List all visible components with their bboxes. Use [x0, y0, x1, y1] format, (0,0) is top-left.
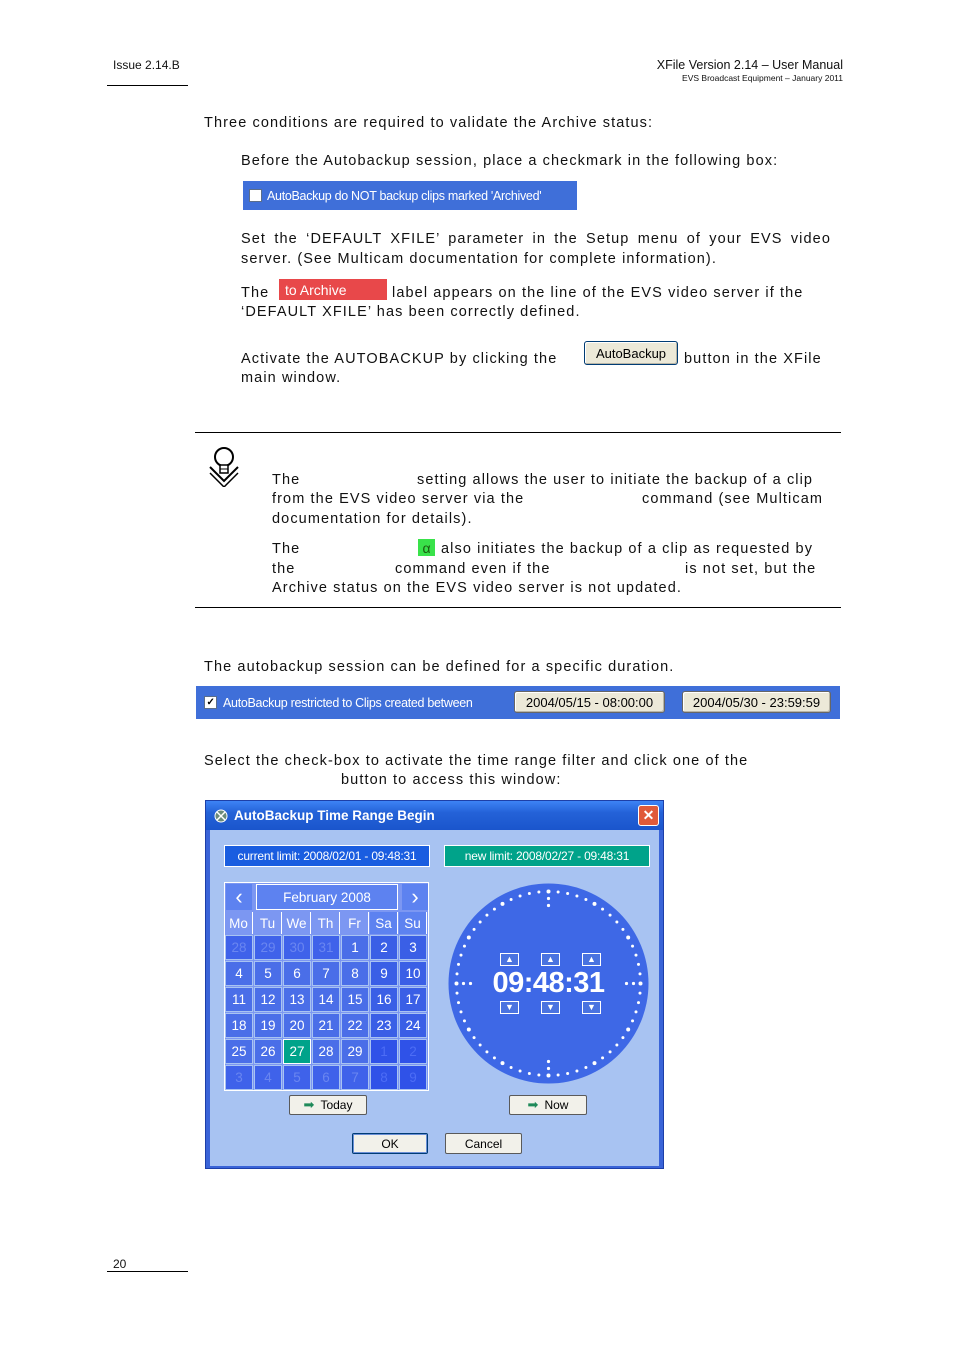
clock-tick [626, 1028, 630, 1032]
weekday-header: Mo [225, 912, 253, 934]
clock-tick [510, 898, 513, 901]
clock-tick [519, 895, 522, 898]
clock-tick [528, 1072, 531, 1075]
clock-tick [634, 954, 637, 957]
clock-tick [479, 1044, 482, 1047]
clock-tick [528, 892, 531, 895]
calendar-day[interactable]: 7 [312, 961, 340, 986]
note-p1-line3: documentation for details). [272, 511, 473, 527]
clock-tick [593, 902, 597, 906]
minute-up-button[interactable]: ▲ [541, 953, 560, 966]
calendar-day[interactable]: 4 [225, 961, 253, 986]
clock-tick [634, 1010, 637, 1013]
dialog-title: AutoBackup Time Range Begin [234, 808, 435, 823]
time-range-label: AutoBackup restricted to Clips created between [223, 695, 473, 710]
clock-tick [575, 1069, 578, 1072]
now-label: Now [544, 1098, 569, 1112]
calendar-day[interactable]: 3 [399, 935, 427, 960]
clock-tick [615, 920, 618, 923]
calendar-day[interactable]: 2 [370, 935, 398, 960]
arrow-right-icon: ➡ [527, 1097, 539, 1112]
time-display: 09:48:31 [492, 967, 605, 999]
clock-tick [463, 1019, 466, 1022]
step-3-post-line2: ‘DEFAULT XFILE’ has been correctly defined. [241, 304, 581, 320]
clock-tick [547, 897, 550, 900]
clock-tick [557, 891, 560, 894]
time-range-dialog [205, 800, 664, 1169]
calendar-day[interactable]: 15 [341, 987, 369, 1012]
no-backup-archived-bar [243, 181, 577, 210]
step-2-text: Set the ‘DEFAULT XFILE’ parameter in the Setup menu of your EVS video server. (See Multicam documentation for complete information). [241, 231, 831, 267]
calendar-day[interactable]: 25 [225, 1039, 253, 1064]
calendar-day[interactable]: 28 [225, 935, 253, 960]
current-limit-field: current limit: 2008/02/01 - 09:48:31 [224, 845, 430, 867]
to-archive-label: to Archive [279, 279, 387, 300]
calendar-day[interactable]: 29 [341, 1039, 369, 1064]
hour-down-button[interactable]: ▼ [500, 1001, 519, 1014]
duration-text: The autobackup session can be defined for a specific duration. [204, 659, 675, 675]
clock-tick [626, 936, 630, 940]
calendar-day[interactable]: 5 [283, 1065, 311, 1090]
select-text-line1: Select the check-box to activate the time range filter and click one of the [204, 753, 749, 769]
calendar-day[interactable]: 19 [254, 1013, 282, 1038]
clock-tick [566, 892, 569, 895]
weekday-header: Th [312, 912, 340, 934]
calendar-day[interactable]: 11 [225, 987, 253, 1012]
clock-tick [547, 1060, 550, 1063]
clock-tick [473, 1036, 476, 1039]
manual-title: XFile Version 2.14 – User Manual [656, 58, 843, 72]
clock-tick [566, 1072, 569, 1075]
calendar-day[interactable]: 6 [283, 961, 311, 986]
alpha-icon: α [418, 539, 435, 556]
clock-tick [493, 1056, 496, 1059]
select-text-line2: button to access this window: [341, 772, 562, 788]
second-up-button[interactable]: ▲ [582, 953, 601, 966]
clock-tick [584, 898, 587, 901]
next-month-button[interactable]: › [402, 884, 428, 910]
clock-tick [547, 1067, 550, 1070]
clock-tick [547, 904, 550, 907]
clock-tick [593, 1061, 597, 1065]
calendar-day[interactable]: 4 [254, 1065, 282, 1090]
calendar-day[interactable]: 13 [283, 987, 311, 1012]
clock-tick [501, 1061, 505, 1065]
calendar-day[interactable]: 5 [254, 961, 282, 986]
month-label: February 2008 [256, 884, 398, 910]
step-3-pre: The [241, 285, 270, 301]
new-limit-field: new limit: 2008/02/27 - 09:48:31 [444, 845, 650, 867]
calendar-day[interactable]: 10 [399, 961, 427, 986]
calendar-day[interactable]: 2 [399, 1039, 427, 1064]
clock-tick [519, 1069, 522, 1072]
dialog-title-bar[interactable] [206, 801, 663, 830]
today-button[interactable] [289, 1095, 367, 1115]
cancel-button[interactable]: Cancel [445, 1133, 522, 1154]
clock-tick [479, 920, 482, 923]
calendar-day[interactable]: 1 [341, 935, 369, 960]
clock-tick [457, 963, 460, 966]
second-down-button[interactable]: ▼ [582, 1001, 601, 1014]
weekday-header: Tu [254, 912, 282, 934]
clock-tick [621, 1036, 624, 1039]
clock-tick [584, 1066, 587, 1069]
time-range-bar [196, 686, 840, 719]
no-backup-archived-checkbox[interactable] [249, 189, 262, 202]
footer-rule [107, 1271, 188, 1272]
clock-tick [467, 936, 471, 940]
clock-tick [575, 895, 578, 898]
calendar-day[interactable]: 28 [312, 1039, 340, 1064]
issue-label: Issue 2.14.B [113, 58, 180, 72]
clock-tick [460, 954, 463, 957]
step-4-post-line2: main window. [241, 370, 342, 386]
calendar-day[interactable]: 20 [283, 1013, 311, 1038]
ok-button[interactable]: OK [352, 1133, 428, 1154]
calendar-day[interactable]: 27 [283, 1039, 311, 1064]
range-end-button[interactable]: 2004/05/30 - 23:59:59 [682, 691, 831, 713]
clock-tick [537, 1073, 540, 1076]
clock-tick [547, 1074, 551, 1078]
clock-tick [485, 1050, 488, 1053]
step-4-post-line1: button in the XFile [684, 351, 822, 367]
calendar-day[interactable]: 6 [312, 1065, 340, 1090]
calendar-day[interactable]: 24 [399, 1013, 427, 1038]
clock-tick [609, 1050, 612, 1053]
clock-tick [615, 1044, 618, 1047]
now-button[interactable] [509, 1095, 587, 1115]
calendar-day[interactable]: 17 [399, 987, 427, 1012]
clock-tick [601, 908, 604, 911]
clock-tick [467, 1028, 471, 1032]
clock-tick [463, 945, 466, 948]
clock-tick [631, 1019, 634, 1022]
step-3-post-line1: label appears on the line of the EVS video server if the [392, 285, 804, 301]
note-bottom-rule [195, 607, 841, 608]
note-p2-line2a: the [272, 561, 296, 577]
note-p1-line2: from the EVS video server via the [272, 491, 525, 507]
clock-face [448, 883, 649, 1084]
clock-tick [637, 963, 640, 966]
note-icon [206, 443, 242, 487]
calendar-grid [225, 912, 428, 1090]
no-backup-archived-label: AutoBackup do NOT backup clips marked 'Archived' [267, 188, 542, 203]
step-1-text: Before the Autobackup session, place a checkmark in the following box: [241, 153, 779, 169]
note-top-rule [195, 432, 841, 433]
calendar-day[interactable]: 8 [341, 961, 369, 986]
note-p1-a: The [272, 472, 301, 488]
calendar-day[interactable]: 16 [370, 987, 398, 1012]
prev-month-button[interactable]: ‹ [226, 884, 252, 910]
calendar-day[interactable]: 8 [370, 1065, 398, 1090]
note-p2-line2b: command even if the [395, 561, 551, 577]
calendar-day[interactable]: 9 [370, 961, 398, 986]
clock-tick [501, 902, 505, 906]
calendar-day[interactable]: 9 [399, 1065, 427, 1090]
minute-down-button[interactable]: ▼ [541, 1001, 560, 1014]
hour-up-button[interactable]: ▲ [500, 953, 519, 966]
app-icon [213, 808, 229, 824]
calendar-day[interactable]: 7 [341, 1065, 369, 1090]
calendar-day[interactable]: 18 [225, 1013, 253, 1038]
calendar-day[interactable]: 23 [370, 1013, 398, 1038]
calendar [224, 882, 429, 1091]
calendar-day[interactable]: 1 [370, 1039, 398, 1064]
calendar-day[interactable]: 31 [312, 935, 340, 960]
weekday-header: Fr [341, 912, 369, 934]
close-icon[interactable]: ✕ [638, 805, 659, 826]
calendar-day[interactable]: 12 [254, 987, 282, 1012]
range-begin-button[interactable]: 2004/05/15 - 08:00:00 [514, 691, 665, 713]
clock-tick [485, 914, 488, 917]
calendar-day[interactable]: 26 [254, 1039, 282, 1064]
note-p1-line1: setting allows the user to initiate the backup of a clip [417, 472, 814, 488]
weekday-header: We [283, 912, 311, 934]
clock-tick [547, 890, 551, 894]
today-label: Today [320, 1098, 353, 1112]
page-number: 20 [113, 1257, 127, 1271]
autobackup-button[interactable]: AutoBackup [584, 341, 678, 365]
clock-tick [621, 928, 624, 931]
manual-subtitle: EVS Broadcast Equipment – January 2011 [682, 73, 843, 83]
clock-tick [457, 1001, 460, 1004]
clock-tick [493, 908, 496, 911]
note-p2-a: The [272, 541, 301, 557]
calendar-day[interactable]: 14 [312, 987, 340, 1012]
calendar-day[interactable]: 22 [341, 1013, 369, 1038]
clock-tick [601, 1056, 604, 1059]
weekday-header: Sa [370, 912, 398, 934]
clock-tick [473, 928, 476, 931]
clock-tick [631, 945, 634, 948]
arrow-right-icon: ➡ [303, 1097, 315, 1112]
weekday-header: Su [399, 912, 427, 934]
header-rule [107, 85, 188, 86]
calendar-day[interactable]: 30 [283, 935, 311, 960]
clock-tick [609, 914, 612, 917]
intro-text: Three conditions are required to validate the Archive status: [204, 115, 654, 131]
calendar-day[interactable]: 29 [254, 935, 282, 960]
step-4-pre: Activate the AUTOBACKUP by clicking the [241, 351, 558, 367]
clock-tick [537, 891, 540, 894]
note-p1-line2b: command (see Multicam [642, 491, 824, 507]
calendar-day[interactable]: 3 [225, 1065, 253, 1090]
clock-tick [637, 1001, 640, 1004]
note-p2-line2c: is not set, but the [685, 561, 817, 577]
time-range-checkbox[interactable]: ✓ [204, 696, 217, 709]
dialog-body [210, 830, 659, 1166]
clock-tick [510, 1066, 513, 1069]
clock-tick [460, 1010, 463, 1013]
note-p2-line3: Archive status on the EVS video server is not updated. [272, 580, 683, 596]
clock-tick [557, 1073, 560, 1076]
calendar-day[interactable]: 21 [312, 1013, 340, 1038]
note-p2-line1: also initiates the backup of a clip as requested by [441, 541, 814, 557]
